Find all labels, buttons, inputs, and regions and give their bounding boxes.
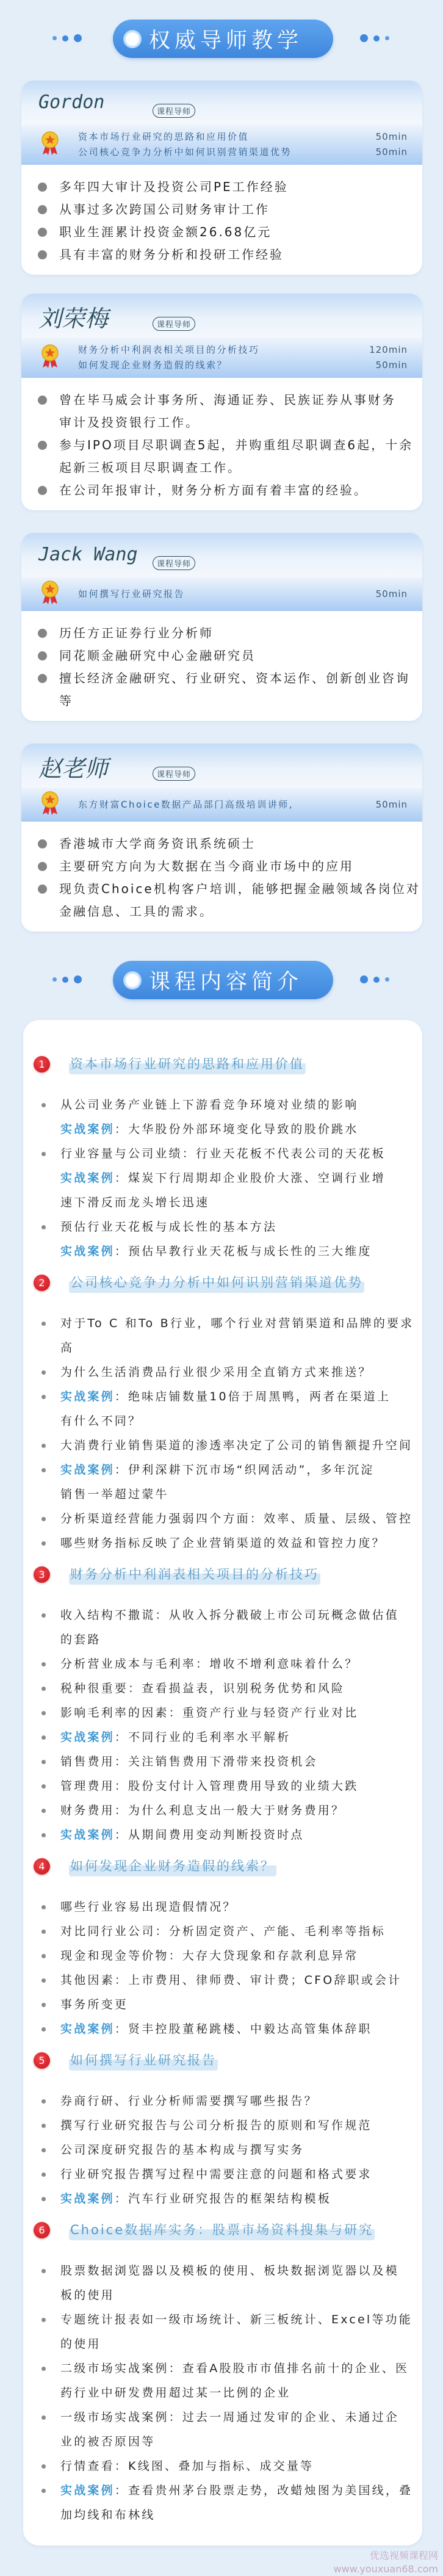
teacher-bio-item: 主要研究方向为大数据在当今商业市场中的应用	[21, 855, 422, 878]
teacher-course-duration: 50min	[375, 798, 408, 810]
course-item-text: 对于To C 和To B行业，哪个行业对营销渠道和品牌的要求高	[60, 1317, 414, 1355]
course-item-text: ：伊利深耕下沉市场“织网活动”，多年沉淀 销售一举超过蒙牛	[60, 1463, 375, 1501]
teachers-title-row	[0, 20, 443, 58]
course-item-text: 影响毛利率的因素：重资产行业与轻资产行业对比	[60, 1706, 359, 1720]
course-item-text: ：汽车行业研究报告的框架结构模板	[114, 2192, 332, 2205]
medal-icon	[41, 581, 59, 607]
course-item	[23, 2405, 422, 2454]
course-section-title: Choice数据库实务：股票市场资料搜集与研究	[69, 2220, 375, 2240]
course-item	[23, 1749, 422, 1774]
teacher-bio-item: 在公司年报审计，财务分析方面有着丰富的经验。	[21, 479, 422, 502]
course-item-text: ：查看贵州茅台股票走势，改蜡烛图为美国线，叠 加均线和布林线	[60, 2484, 413, 2522]
course-item	[23, 1093, 422, 1117]
teacher-name: Gordon	[38, 92, 105, 113]
course-section-heading	[23, 1052, 422, 1076]
course-item	[23, 2187, 422, 2211]
teacher-name: 刘荣梅	[38, 305, 109, 332]
course-section-title: 资本市场行业研究的思路和应用价值	[69, 1054, 306, 1074]
teacher-course-row	[78, 797, 408, 812]
teacher-bio-item: 职业生涯累计投资金额26.68亿元	[21, 221, 422, 244]
teacher-course-list	[78, 342, 408, 373]
medal-icon	[41, 131, 59, 158]
course-section-heading	[23, 2218, 422, 2242]
course-section	[23, 2048, 422, 2211]
course-item-text: 对比同行业公司：分析固定资产、产能、毛利率等指标	[60, 1925, 386, 1938]
course-item	[23, 2356, 422, 2405]
course-item	[23, 1823, 422, 1847]
teacher-course-duration: 120min	[369, 344, 408, 355]
decorative-dots-left	[52, 975, 82, 983]
case-label: 实战案例	[60, 1171, 115, 1185]
course-section	[23, 1854, 422, 2041]
course-item	[23, 1117, 422, 1141]
course-item-text: 哪些行业容易出现造假情况？	[60, 1900, 237, 1914]
course-item-text: 行业容量与公司业绩：行业天花板不代表公司的天花板	[60, 1147, 386, 1160]
course-item	[23, 2478, 422, 2527]
teachers-title-pill	[113, 20, 333, 58]
teacher-card	[21, 743, 422, 932]
course-item	[23, 1968, 422, 1992]
course-section	[23, 1270, 422, 1555]
course-item	[23, 1384, 422, 1433]
course-item-text: ：绝味店铺数量10倍于周黑鸭，两者在渠道上 有什么不同？	[60, 1390, 391, 1428]
course-section-title: 财务分析中利润表相关项目的分析技巧	[69, 1565, 320, 1585]
course-item-text: 行情查看：K线图、叠加与指标、成交量等	[60, 2459, 314, 2473]
teacher-course-list	[78, 797, 408, 812]
course-section-title: 如何撰写行业研究报告	[69, 2050, 218, 2071]
teacher-name: 赵老师	[38, 755, 109, 782]
teacher-course-row	[78, 145, 408, 160]
circle-icon	[123, 971, 142, 990]
teacher-course-row	[78, 358, 408, 373]
course-section	[23, 1562, 422, 1847]
course-item-text: 二级市场实战案例：查看A股股市市值排名前十的企业、医 药行业中研发费用超过某一比例的企业	[60, 2362, 409, 2400]
teacher-bio-item: 多年四大审计及投资公司PE工作经验	[21, 176, 422, 198]
course-item-text: 事务所变更	[60, 1998, 129, 2011]
course-item-text: 销售费用：关注销售费用下滑带来投资机会	[60, 1755, 318, 1768]
medal-icon	[41, 344, 59, 371]
course-item	[23, 2259, 422, 2307]
teacher-course-title: 资本市场行业研究的思路和应用价值	[78, 131, 250, 142]
course-section	[23, 1052, 422, 1264]
course-item-text: ：不同行业的毛利率水平解析	[114, 1731, 291, 1744]
course-item	[23, 1166, 422, 1215]
course-item-text: 财务费用：为什么利息支出一般大于财务费用？	[60, 1804, 345, 1817]
case-label: 实战案例	[60, 1390, 115, 1403]
course-item-text: 其他因素：上市费用、律师费、审计费；CFO辞职或会计	[60, 1974, 402, 1987]
course-item-text: 专题统计报表如一级市场统计、新三板统计、Excel等功能 的使用	[60, 2313, 412, 2351]
teacher-bio-item: 擅长经济金融研究、行业研究、资本运作、创新创业咨询等	[21, 667, 422, 712]
course-item-text: ：预估早教行业天花板与成长性的三大维度	[114, 1245, 372, 1258]
course-item-text: 现金和现金等价物：大存大贷现象和存款利息异常	[60, 1949, 359, 1963]
teacher-course-duration: 50min	[375, 147, 408, 157]
teacher-card-header	[21, 81, 422, 125]
course-item	[23, 1774, 422, 1798]
course-item	[23, 1944, 422, 1968]
section-number-badge: 2	[34, 1275, 50, 1291]
course-title-row	[0, 961, 443, 999]
course-item	[23, 1433, 422, 1458]
teacher-bio	[21, 822, 422, 932]
teacher-bio	[21, 165, 422, 275]
case-label: 实战案例	[60, 1463, 115, 1477]
course-item-text: 分析营业成本与毛利率：增收不增利意味着什么？	[60, 1657, 359, 1671]
course-item	[23, 2113, 422, 2138]
teacher-course-row	[78, 587, 408, 602]
course-item-text: 一级市场实战案例：过去一周通过发审的企业、未通过企 业的被否原因等	[60, 2411, 400, 2448]
teacher-course-duration: 50min	[375, 588, 408, 599]
course-item	[23, 1458, 422, 1507]
case-label: 实战案例	[60, 1731, 115, 1744]
course-item	[23, 1701, 422, 1725]
course-section	[23, 2218, 422, 2527]
teacher-card	[21, 533, 422, 721]
course-item-text: ：煤炭下行周期却企业股价大涨、空调行业增 速下滑反而龙头增长迅速	[60, 1171, 386, 1209]
teacher-card-header	[21, 294, 422, 338]
teacher-course-duration: 50min	[375, 131, 408, 142]
course-section-heading	[23, 1562, 422, 1586]
course-item-text: 公司深度研究报告的基本构成与撰写实务	[60, 2143, 304, 2157]
teacher-list	[0, 81, 443, 932]
decorative-dots-left	[52, 34, 82, 42]
teacher-bio-item: 同花顺金融研究中心金融研究员	[21, 645, 422, 667]
course-section-heading	[23, 1270, 422, 1295]
decorative-dots-right	[360, 34, 389, 42]
course-section-title: 公司核心竞争力分析中如何识别营销渠道优势	[69, 1273, 364, 1293]
course-item	[23, 2089, 422, 2113]
course-item	[23, 1141, 422, 1166]
medal-icon	[41, 791, 59, 818]
course-item	[23, 1992, 422, 2017]
course-item-text: 大消费行业销售渠道的渗透率决定了公司的销售额提升空间	[60, 1439, 413, 1452]
course-item-text: 分析渠道经营能力强弱四个方面：效率、质量、层级、管控	[60, 1512, 413, 1525]
teacher-tag: 课程导师	[153, 556, 195, 570]
case-label: 实战案例	[60, 1245, 115, 1258]
teacher-course-list	[78, 129, 408, 160]
teacher-card	[21, 294, 422, 510]
teacher-course-band	[21, 787, 422, 822]
case-label: 实战案例	[60, 1828, 115, 1842]
case-label: 实战案例	[60, 2484, 115, 2497]
teacher-course-band	[21, 577, 422, 611]
teacher-card	[21, 81, 422, 275]
teacher-course-row	[78, 129, 408, 145]
teacher-tag: 课程导师	[153, 104, 195, 118]
course-section-heading	[23, 1854, 422, 1878]
course-content-card	[23, 1020, 422, 2545]
course-section-title: 课程内容简介	[149, 969, 303, 994]
course-item	[23, 2162, 422, 2187]
course-item	[23, 1215, 422, 1239]
course-item-text: 税种很重要：查看损益表，识别税务优势和风险	[60, 1682, 345, 1695]
teacher-course-list	[78, 587, 408, 602]
teacher-course-title: 财务分析中利润表相关项目的分析技巧	[78, 344, 260, 355]
course-item-text: ：大华股份外部环境变化导致的股价跳水	[114, 1123, 359, 1136]
teacher-tag: 课程导师	[153, 767, 195, 781]
section-number-badge: 1	[34, 1056, 50, 1073]
section-number-badge: 3	[34, 1566, 50, 1583]
teacher-bio-item: 曾在毕马威会计事务所、海通证券、民族证券从事财务 审计及投资银行工作。	[21, 389, 422, 434]
circle-icon	[123, 30, 142, 48]
case-label: 实战案例	[60, 1123, 115, 1136]
teacher-course-title: 东方财富Choice数据产品部门高级培训讲师,	[78, 798, 294, 810]
teacher-bio-item: 历任方正证券行业分析师	[21, 622, 422, 645]
teachers-section-title: 权威导师教学	[149, 28, 303, 53]
course-item	[23, 1360, 422, 1384]
teacher-tag: 课程导师	[153, 317, 195, 331]
teacher-card-header	[21, 533, 422, 577]
section-number-badge: 6	[34, 2222, 50, 2238]
teacher-bio	[21, 611, 422, 721]
section-number-badge: 5	[34, 2052, 50, 2069]
teacher-bio-item: 现负责Choice机构客户培训，能够把握金融领域各岗位对 金融信息、工具的需求。	[21, 878, 422, 923]
teacher-card-header	[21, 743, 422, 787]
course-item-text: 股票数据浏览器以及模板的使用、板块数据浏览器以及模 板的使用	[60, 2264, 400, 2302]
course-section-title: 如何发现企业财务造假的线索？	[69, 1856, 276, 1876]
course-item-text: ：贤丰控股董秘跳楼、中毅达高管集体辞职	[114, 2022, 372, 2036]
course-title-pill	[113, 961, 333, 999]
course-item	[23, 2454, 422, 2478]
course-item	[23, 1239, 422, 1264]
course-item	[23, 1895, 422, 1919]
course-item-text: ：从期间费用变动判断投资时点	[114, 1828, 304, 1842]
course-item-text: 券商行研、行业分析师需要撰写哪些报告？	[60, 2094, 318, 2108]
teacher-course-row	[78, 342, 408, 358]
teacher-course-title: 如何撰写行业研究报告	[78, 588, 185, 599]
course-item	[23, 1603, 422, 1652]
section-number-badge: 4	[34, 1858, 50, 1875]
course-item-text: 从公司业务产业链上下游看竞争环境对业绩的影响	[60, 1098, 359, 1112]
watermark	[0, 2549, 438, 2576]
course-item-text: 收入结构不撒谎：从收入拆分戳破上市公司玩概念做估值 的套路	[60, 1608, 400, 1646]
teacher-course-band	[21, 338, 422, 378]
teacher-bio-item: 香港城市大学商务资讯系统硕士	[21, 833, 422, 855]
course-section-heading	[23, 2048, 422, 2072]
teacher-course-band	[21, 125, 422, 165]
decorative-dots-right	[360, 975, 389, 983]
course-item	[23, 1919, 422, 1944]
course-item-text: 预估行业天花板与成长性的基本方法	[60, 1220, 278, 1234]
teacher-name: Jack Wang	[38, 544, 138, 565]
course-item	[23, 2138, 422, 2162]
teacher-bio-item: 从事过多次跨国公司财务审计工作	[21, 198, 422, 221]
course-item	[23, 1507, 422, 1531]
teacher-course-duration: 50min	[375, 360, 408, 371]
course-item-text: 管理费用：股份支付计入管理费用导致的业绩大跌	[60, 1779, 359, 1793]
case-label: 实战案例	[60, 2192, 115, 2205]
course-item	[23, 1531, 422, 1555]
teacher-bio-item: 参与IPO项目尽职调查5起，并购重组尽职调查6起，十余 起新三板项目尽职调查工作。	[21, 434, 422, 479]
teacher-bio	[21, 378, 422, 510]
teacher-bio-item: 具有丰富的财务分析和投研工作经验	[21, 244, 422, 266]
watermark-line2: www.youxuan68.com	[333, 2563, 438, 2575]
course-item	[23, 1652, 422, 1676]
watermark-line1: 优选视频课程网	[369, 2550, 438, 2561]
teacher-course-title: 公司核心竞争力分析中如何识别营销渠道优势	[78, 147, 292, 157]
course-item	[23, 2307, 422, 2356]
teacher-course-title: 如何发现企业财务造假的线索？	[78, 360, 228, 371]
course-item	[23, 1798, 422, 1823]
course-item-text: 为什么生活消费品行业很少采用全直销方式来推送？	[60, 1366, 372, 1379]
course-item	[23, 2017, 422, 2041]
course-item	[23, 1311, 422, 1360]
course-item-text: 哪些财务指标反映了企业营销渠道的效益和管控力度？	[60, 1536, 386, 1550]
case-label: 实战案例	[60, 2022, 115, 2036]
course-item	[23, 1676, 422, 1701]
course-item	[23, 1725, 422, 1749]
course-item-text: 行业研究报告撰写过程中需要注意的问题和格式要求	[60, 2168, 372, 2181]
course-item-text: 撰写行业研究报告与公司分析报告的原则和写作规范	[60, 2119, 372, 2132]
